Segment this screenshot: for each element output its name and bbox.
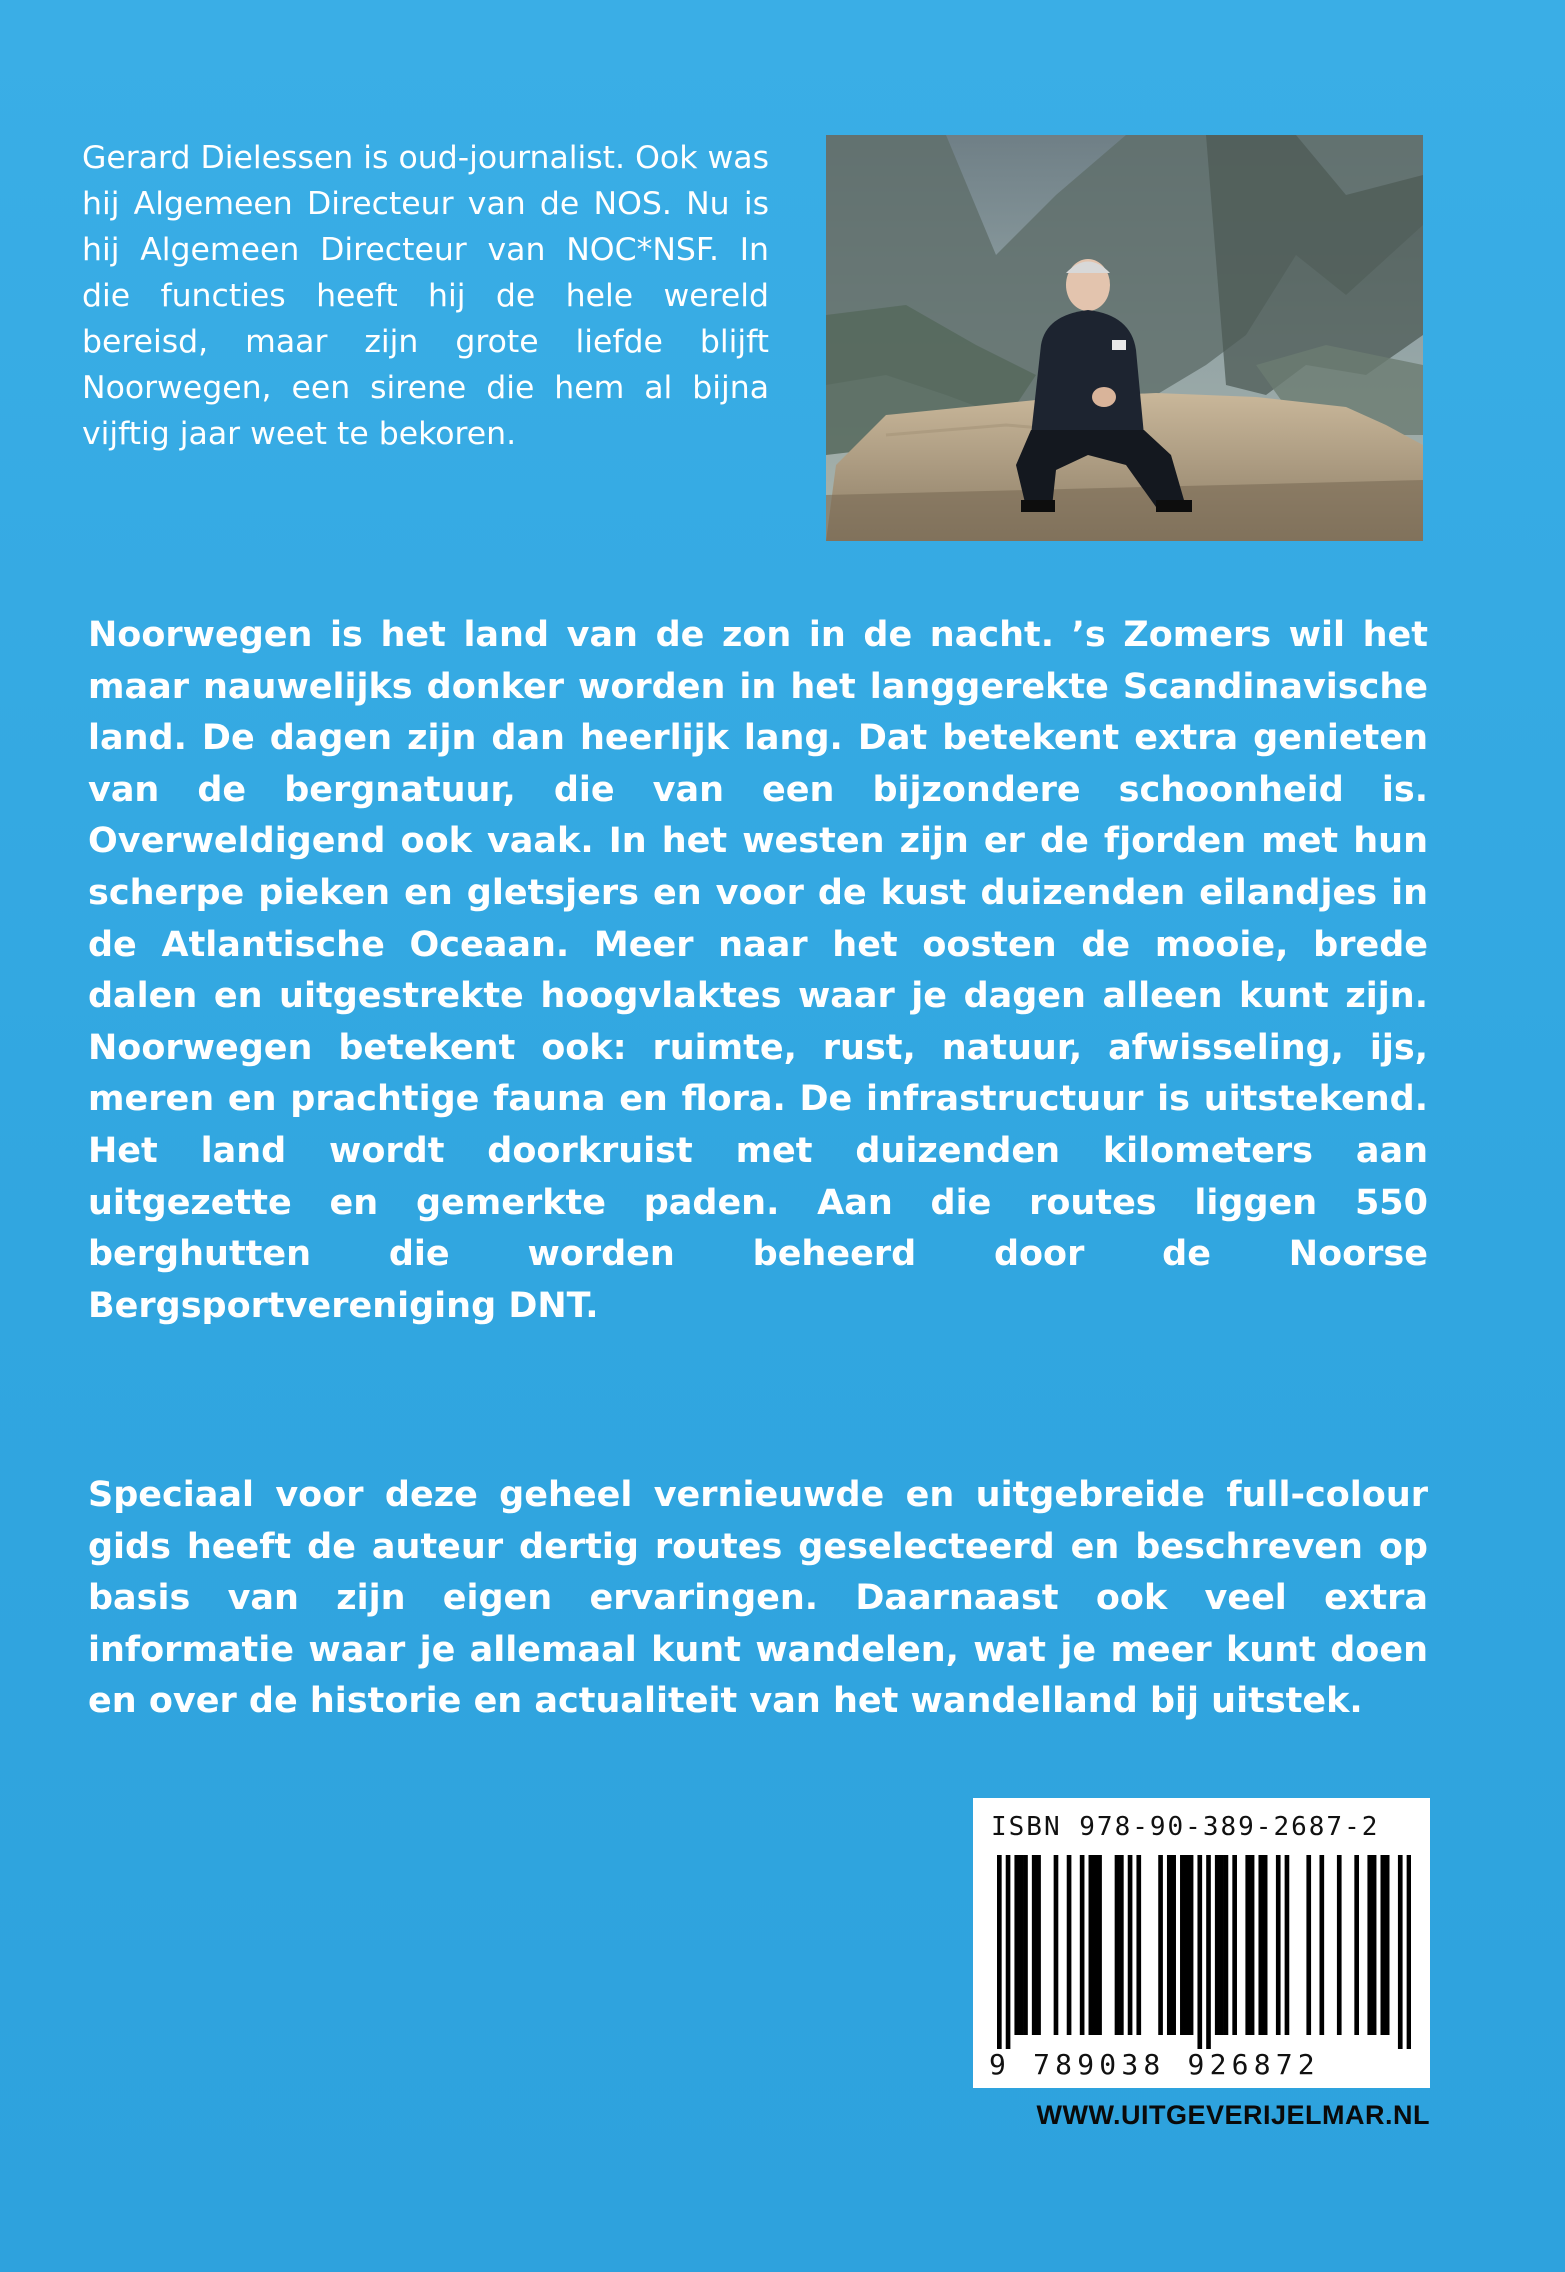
- description-paragraph-2: Speciaal voor deze geheel vernieuwde en uitgebreide full-colour gids heeft de auteur dertig routes geselecteerd en beschreven op basis van zijn eigen ervaringen. Daarnaast ook veel extra informatie waar je allemaal kunt wandelen, wat je meer kunt doen en over de historie en actualiteit van het wandelland bij uitstek.: [88, 1475, 1428, 1722]
- barcode-bar: [1097, 1855, 1102, 2035]
- barcode-bar: [1224, 1855, 1229, 2035]
- barcode-bar: [1014, 1855, 1019, 2035]
- barcode-bar: [1136, 1855, 1141, 2035]
- barcode-bar: [997, 1855, 1002, 2049]
- barcode-bar: [1245, 1855, 1250, 2035]
- barcode-digits: 9 789038 926872: [989, 2048, 1320, 2081]
- barcode-bar: [1115, 1855, 1120, 2035]
- barcode-bar: [1407, 1855, 1411, 2049]
- barcode-bar: [1276, 1855, 1281, 2035]
- barcode-bar: [1398, 1855, 1403, 2049]
- author-bio: Gerard Dielessen is oud-journalist. Ook was hij Algemeen Directeur van de NOS. Nu is hij Algemeen Directeur van NOC*NSF. In die functies heeft hij de hele wereld bereisd, maar zijn grote liefde blijft Noorwegen, een sirene die hem al bijna vijftig jaar weet te bekoren.: [82, 140, 769, 452]
- barcode-bars: [997, 1855, 1411, 2049]
- author-photo: [826, 135, 1423, 541]
- barcode-bar: [1367, 1855, 1372, 2035]
- author-photo-image: [826, 135, 1423, 541]
- barcode-bar: [1067, 1855, 1072, 2035]
- barcode-bar: [1337, 1855, 1342, 2035]
- barcode-bar: [1380, 1855, 1385, 2035]
- barcode-bar: [1215, 1855, 1220, 2035]
- barcode-bar: [1258, 1855, 1263, 2035]
- barcode-bar: [1036, 1855, 1041, 2035]
- barcode-bar: [1167, 1855, 1172, 2035]
- barcode-bar: [1080, 1855, 1085, 2035]
- barcode-bar: [1319, 1855, 1324, 2035]
- barcode-bar: [1032, 1855, 1037, 2035]
- barcode-bar: [1128, 1855, 1133, 2035]
- barcode-box: [973, 1798, 1430, 2088]
- barcode-bar: [1158, 1855, 1163, 2035]
- barcode-bar: [1019, 1855, 1024, 2035]
- barcode-bar: [1171, 1855, 1176, 2035]
- barcode-bar: [1206, 1855, 1211, 2049]
- barcode-bar: [1184, 1855, 1189, 2035]
- barcode-bar: [1385, 1855, 1390, 2035]
- barcode-bar: [1093, 1855, 1098, 2035]
- barcode-bar: [1054, 1855, 1059, 2035]
- barcode-bar: [1023, 1855, 1028, 2035]
- barcode-bar: [1263, 1855, 1268, 2035]
- barcode-bar: [1197, 1855, 1202, 2049]
- barcode-bar: [1089, 1855, 1094, 2035]
- barcode-bar: [1306, 1855, 1311, 2035]
- barcode-bar: [1189, 1855, 1194, 2035]
- isbn-label: ISBN 978-90-389-2687-2: [991, 1812, 1380, 1842]
- barcode-bar: [1180, 1855, 1185, 2035]
- barcode-bar: [1006, 1855, 1011, 2049]
- barcode-bar: [1354, 1855, 1359, 2035]
- description-paragraph-1: Noorwegen is het land van de zon in de nacht. ’s Zomers wil het maar nauwelijks donker worden in het langgerekte Scandinavische land. De dagen zijn dan heerlijk lang. Dat betekent extra genieten van de bergnatuur, die van een bijzondere schoonheid is. Overweldigend ook vaak. In het westen zijn er de fjorden met hun scherpe pieken en gletsjers en voor de kust duizenden eilandjes in de Atlantische Oceaan. Meer naar het oosten de mooie, brede dalen en uitgestrekte hoogvlaktes waar je dagen alleen kunt zijn. Noorwegen betekent ook: ruimte, rust, natuur, afwisseling, ijs, meren en prachtige fauna en flora. De infrastructuur is uitstekend. Het land wordt doorkruist met duizenden kilometers aan uitgezette en gemerkte paden. Aan die routes liggen 550 berghutten die worden beheerd door de Noorse Bergsportvereniging DNT.: [88, 615, 1428, 1326]
- publisher-url[interactable]: WWW.UITGEVERIJELMAR.NL: [1036, 2100, 1430, 2130]
- barcode-bar: [1285, 1855, 1290, 2035]
- barcode-bar: [1119, 1855, 1124, 2035]
- barcode-bar: [1219, 1855, 1224, 2035]
- barcode-bar: [1372, 1855, 1377, 2035]
- barcode-bar: [1232, 1855, 1237, 2035]
- barcode-bar: [1250, 1855, 1255, 2035]
